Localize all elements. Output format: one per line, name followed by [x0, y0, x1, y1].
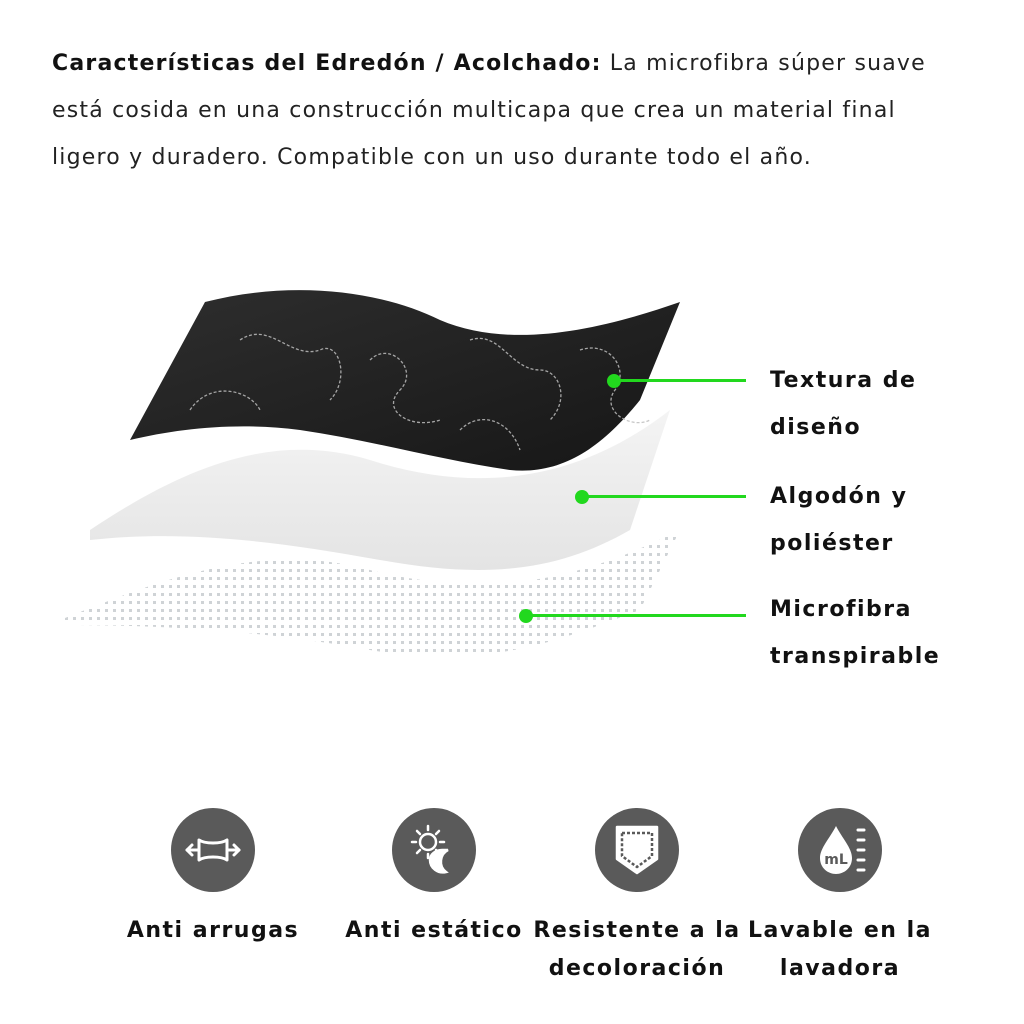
- layer-label-3-line1: Microfibra: [770, 597, 912, 622]
- intro-heading: Características del Edredón / Acolchado:: [52, 51, 602, 76]
- feature-anti-static: [324, 808, 544, 950]
- quilted-black-layer: [130, 290, 680, 471]
- feature-2-line1: Anti estático: [345, 918, 523, 943]
- callout-line-3: [526, 614, 746, 617]
- feature-3-line2: decoloración: [548, 956, 726, 981]
- intro-body: La microfibra súper suave está cosida en una construcción multicapa que crea un material final ligero y duradero. Compatible con un uso durante todo el año.: [52, 51, 926, 170]
- layer-label-2: [770, 473, 1010, 567]
- feature-machine-washable: [730, 808, 950, 988]
- layer-label-1-line2: diseño: [770, 415, 862, 440]
- feature-1-line1: Anti arrugas: [126, 918, 300, 943]
- feature-4-line1: Lavable en la: [747, 918, 933, 943]
- svg-text:mL: mL: [824, 852, 848, 868]
- feature-label-1: [103, 912, 323, 950]
- layer-label-1: [770, 357, 1010, 451]
- feature-label-2: [324, 912, 544, 950]
- fabric-layers-illustration: [40, 280, 740, 700]
- feature-anti-wrinkle: [103, 808, 323, 950]
- layer-label-3-line2: transpirable: [770, 644, 941, 669]
- feature-3-line1: Resistente a la: [533, 918, 741, 943]
- feature-4-line2: lavadora: [779, 956, 901, 981]
- feature-label-4: [730, 912, 950, 988]
- layer-label-1-line1: Textura de: [770, 368, 917, 393]
- water-drop-ml-icon: [798, 808, 882, 892]
- stretch-arrows-icon: [171, 808, 255, 892]
- feature-label-3: [527, 912, 747, 988]
- layer-label-2-line1: Algodón y: [770, 484, 908, 509]
- intro-text: [52, 40, 972, 181]
- feature-fade-resistant: [527, 808, 747, 988]
- pocket-icon: [595, 808, 679, 892]
- sun-moon-icon: [392, 808, 476, 892]
- callout-line-1: [614, 379, 746, 382]
- callout-line-2: [582, 495, 746, 498]
- layer-label-3: [770, 586, 1010, 680]
- layer-label-2-line2: poliéster: [770, 531, 894, 556]
